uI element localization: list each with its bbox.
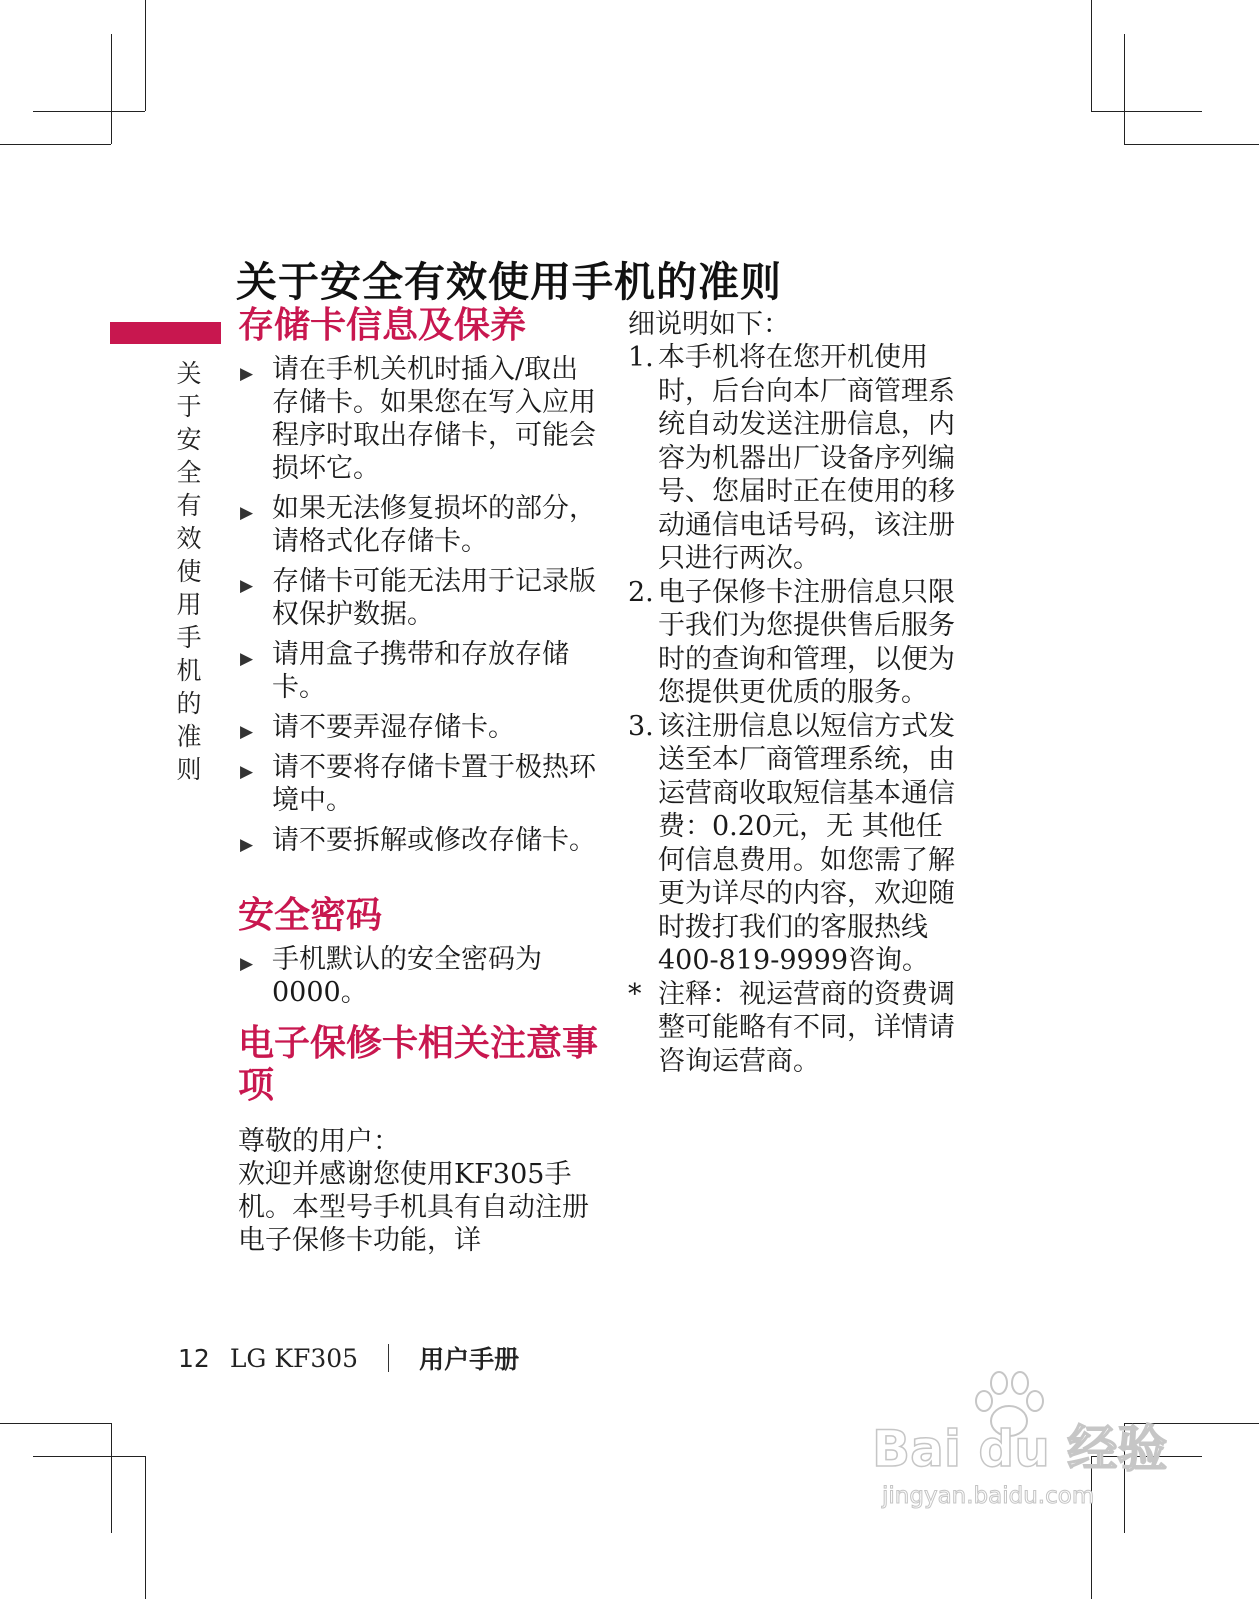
greeting: 尊敬的用户： bbox=[238, 1126, 400, 1157]
list-item: ▶ 请在手机关机时插入/取出存储卡。如果您在写入应用程序时取出存储卡，可能会损坏它。 bbox=[240, 354, 596, 484]
bullet-list bbox=[238, 353, 598, 857]
bullet-triangle-icon: ▶ bbox=[240, 576, 254, 596]
lead-text: 细说明如下： bbox=[628, 309, 790, 340]
list-item: 2. 电子保修卡注册信息只限于我们为您提供售后服务时的查询和管理，以便为您提供更优质的服务。 bbox=[628, 576, 955, 708]
left-column bbox=[238, 305, 598, 1257]
list-item: * 注释：视运营商的资费调整可能略有不同，详情请咨询运营商。 bbox=[628, 978, 955, 1077]
baidu-watermark bbox=[872, 1365, 1172, 1525]
list-item: ▶ 请用盒子携带和存放存储卡。 bbox=[240, 639, 569, 703]
security-code-section bbox=[238, 895, 598, 1009]
page-title: 关于安全有效使用手机的准则 bbox=[236, 258, 782, 307]
crop-mark bbox=[1091, 111, 1202, 112]
crop-mark bbox=[111, 1423, 112, 1533]
page-footer bbox=[178, 1340, 519, 1376]
page-number: 12 bbox=[178, 1343, 210, 1373]
note-marker: * bbox=[628, 978, 642, 1010]
section-title: 电子保修卡相关注意事项 bbox=[238, 1023, 599, 1106]
crop-mark bbox=[145, 1456, 146, 1599]
item-number: 3. bbox=[628, 710, 654, 742]
bullet-triangle-icon: ▶ bbox=[240, 649, 254, 669]
side-tab-label: 关于安全有效使用手机的准则 bbox=[173, 360, 202, 789]
section-title: 安全密码 bbox=[238, 895, 383, 936]
watermark-url: jingyan.baidu.com bbox=[882, 1483, 1095, 1509]
list-item: ▶ 请不要将存储卡置于极热环境中。 bbox=[240, 752, 596, 816]
watermark-brand: Bai du 经验 bbox=[872, 1420, 1168, 1478]
list-item: ▶ 请不要弄湿存储卡。 bbox=[238, 711, 598, 744]
bullet-triangle-icon: ▶ bbox=[240, 835, 254, 855]
bullet-list bbox=[238, 943, 598, 1009]
crop-mark bbox=[33, 1456, 145, 1457]
list-item: 3. 该注册信息以短信方式发送至本厂商管理系统，由运营商收取短信基本通信费：0.20元，无 其他任何信息费用。如您需了解更为详尽的内容，欢迎随时拨打我们的客服热线400-819-9999咨询。 bbox=[628, 710, 955, 976]
memory-card-section bbox=[238, 305, 598, 857]
intro-paragraph: 欢迎并感谢您使用KF305手机。本型号手机具有自动注册电子保修卡功能，详 bbox=[238, 1159, 589, 1256]
section-title: 存储卡信息及保养 bbox=[238, 305, 527, 346]
crop-mark bbox=[1124, 34, 1125, 144]
crop-mark bbox=[33, 111, 145, 112]
list-item: ▶ 请不要拆解或修改存储卡。 bbox=[238, 824, 598, 857]
section-marker-bar bbox=[110, 322, 221, 344]
crop-mark bbox=[0, 1423, 111, 1424]
crop-mark bbox=[145, 0, 146, 111]
bullet-triangle-icon: ▶ bbox=[240, 364, 254, 384]
bullet-triangle-icon: ▶ bbox=[240, 762, 254, 782]
crop-mark bbox=[1091, 0, 1092, 111]
bullet-triangle-icon: ▶ bbox=[240, 954, 254, 974]
manual-name: 用户手册 bbox=[419, 1345, 520, 1374]
bullet-triangle-icon: ▶ bbox=[240, 722, 254, 742]
crop-mark bbox=[0, 144, 111, 145]
list-item: ▶ 如果无法修复损坏的部分，请格式化存储卡。 bbox=[240, 493, 596, 557]
numbered-list bbox=[628, 341, 958, 1078]
list-item: 1. 本手机将在您开机使用时，后台向本厂商管理系统自动发送注册信息，内容为机器出厂设备序列编号、您届时正在使用的移动通信电话号码，该注册只进行两次。 bbox=[628, 342, 955, 574]
list-item: ▶ 存储卡可能无法用于记录版权保护数据。 bbox=[240, 566, 596, 630]
item-number: 1. bbox=[628, 342, 654, 373]
list-item: ▶ 手机默认的安全密码为0000。 bbox=[240, 944, 542, 1008]
warranty-card-section bbox=[238, 1023, 598, 1257]
item-number: 2. bbox=[628, 576, 654, 608]
right-column bbox=[628, 308, 958, 1078]
footer-divider bbox=[388, 1344, 389, 1372]
crop-mark bbox=[111, 34, 112, 144]
crop-mark bbox=[1124, 144, 1259, 145]
bullet-triangle-icon: ▶ bbox=[240, 503, 254, 523]
model-name: LG KF305 bbox=[229, 1343, 359, 1373]
